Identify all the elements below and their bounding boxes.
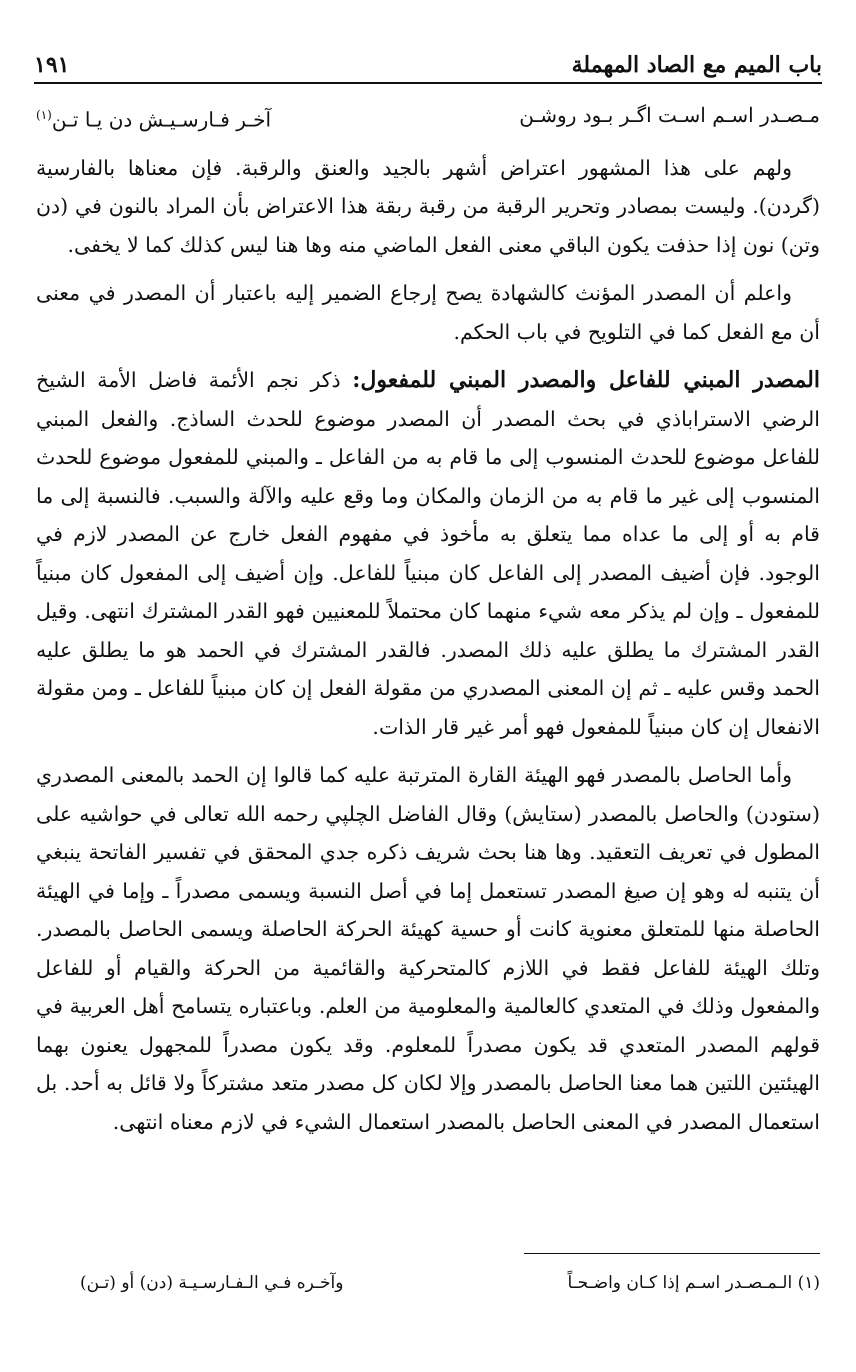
verse-second-hemistich: آخـر فـارسـيـش دن يـا تـن (51, 107, 272, 132)
section-active-passive-masdar (36, 361, 820, 746)
paragraph-feminine-masdar: واعلم أن المصدر المؤنث كالشهادة يصح إرجاع الضمير إليه باعتبار أن المصدر في معنى أن مع الفعل كما في التلويح في باب الحكم. (36, 281, 820, 344)
footnote (80, 1268, 820, 1298)
persian-verse (36, 96, 820, 139)
verse-first-hemistich: مـصـدر اسـم اسـت اگـر بـود روشـن (519, 103, 820, 127)
footnote-marker: (١) (36, 108, 52, 122)
footnote-divider (524, 1253, 820, 1254)
paragraph-hasil-bil-masdar: وأما الحاصل بالمصدر فهو الهيئة القارة المترتبة عليه كما قالوا إن الحمد بالمعنى المصدري (ستودن) والحاصل بالمصدر (ستايش) وقال الفاضل الچلپي رحمه الله تعالى في حواشيه على المطول في تعريف التعقيد. وها هنا بحث شريف ذكره جدي المحقق في تفسير الفاتحة ينبغي أن يتنبه له وهو إن صيغ المصدر تستعمل إما في أصل النسبة ويسمى مصدراً ـ وإما في الهيئة الحاصلة منها للمتعلق معنوية كانت أو حسية كهيئة الحركة الحاصلة ويسمى الحاصل بالمصدر. وتلك الهيئة للفاعل فقط في اللازم كالمتحركية والقائمية من الحركة والقيام أو للفاعل والمفعول وذلك في المتعدي كالعالمية والمعلومية من العلم. وباعتباره يتسامح أهل العربية في قولهم المصدر المتعدي قد يكون مصدراً للمعلوم. وقد يكون مصدراً للمجهول يعنون بهما الهيئتين اللتين هما معنا الحاصل بالمصدر وإلا لكان كل مصدر متعد مشتركاً ولا قائل به أحد. بل استعمال المصدر في المعنى الحاصل بالمصدر استعمال الشيء في لازم معناه انتهى. (36, 763, 820, 1134)
chapter-title: باب الميم مع الصاد المهملة (571, 52, 822, 78)
page-header (34, 38, 822, 84)
page-number: ١٩١ (34, 52, 70, 78)
paragraph-objection: ولهم على هذا المشهور اعتراض أشهر بالجيد والعنق والرقبة. فإن معناها بالفارسية (گردن). وليست بمصادر وتحرير الرقبة من رقبة ربقة هذا الاعتراض بأن المراد بالنون في (دن وتن) نون إذا حذفت يكون الباقي معنى الفعل الماضي منه وها هنا ليس كذلك كما لا يخفى. (36, 155, 820, 257)
section-body: ذكر نجم الأئمة فاضل الأمة الشيخ الرضي الاستراباذي في بحث المصدر أن المصدر موضوع للحدث الساذج. والفعل المبني للفاعل موضوع للحدث المنسوب إلى ما قام به من الفاعل ـ والمبني للمفعول موضوع للحدث المنسوب إلى غير ما قام به من الزمان والمكان وما وقع عليه والآلة والسبب. فالنسبة إلى ما قام به أو إلى ما عداه مما يتعلق به مأخوذ في مفهوم الفعل خارج عن المصدر لازم في الوجود. فإن أضيف المصدر إلى الفاعل كان مبنياً للفاعل. وإن أضيف إلى المفعول كان مبنياً للمفعول ـ وإن لم يذكر معه شيء منهما كان محتملاً للمعنيين فهو القدر المشترك انتهى. وقيل القدر المشترك ما يطلق عليه ذلك المصدر. فالقدر المشترك في الحمد هو ما يطلق عليه الحمد وقس عليه ـ ثم إن المعنى المصدري من مقولة الفعل إن كان مبنياً للفاعل ـ ومن مقولة الانفعال إن كان مبنياً للمفعول فهو أمر غير قار الذات. (36, 368, 820, 739)
footnote-first-part: (١) الـمـصـدر اسـم إذا كـان واضـحـاً (567, 1273, 820, 1293)
verse-second-hemistich-wrapper (36, 96, 271, 139)
section-heading: المصدر المبني للفاعل والمصدر المبني للمفعول: (352, 367, 820, 394)
footnote-second-part: وآخـره فـي الـفـارسـيـة (دن) أو (تـن) (80, 1273, 344, 1293)
page-body (36, 96, 820, 1151)
